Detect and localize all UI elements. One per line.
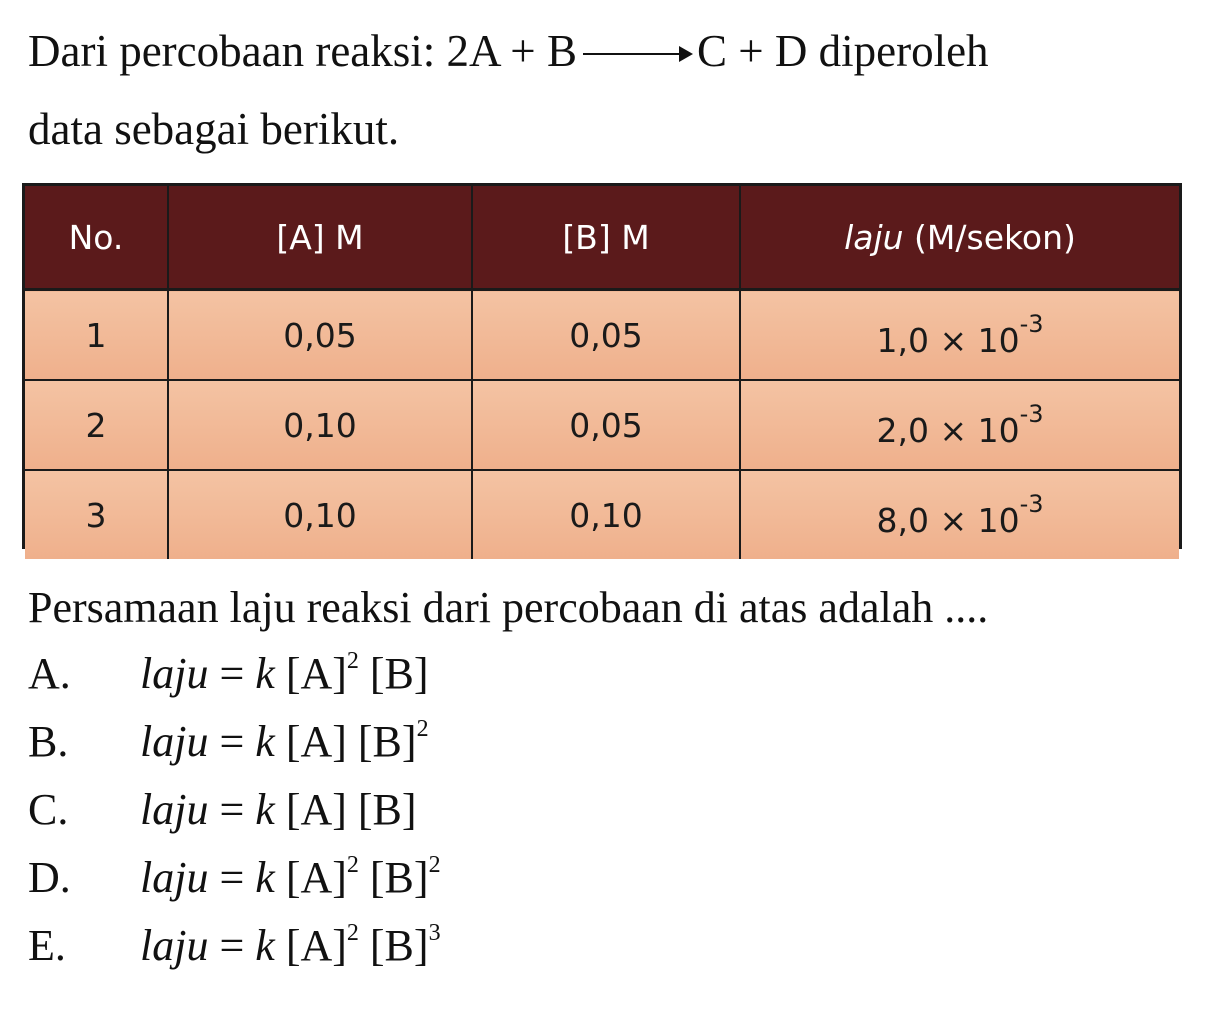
cell-a: 0,10 (168, 380, 472, 470)
option-formula: laju = k $[A]^2$ $[B]^2$ (140, 852, 441, 902)
reactants: 2A + B (446, 26, 577, 76)
intro-line-2: data sebagai berikut. (28, 104, 400, 154)
header-a: [A] M (168, 186, 472, 290)
cell-b: 0,10 (472, 470, 740, 559)
cell-no: 3 (25, 470, 168, 559)
option-letter: D. (28, 853, 71, 902)
option-letter: E. (28, 921, 66, 970)
table-header-row (25, 186, 1179, 290)
header-rate: laju (M/sekon) (740, 186, 1179, 290)
cell-a: 0,05 (168, 290, 472, 381)
cell-no: 1 (25, 290, 168, 381)
table-row (25, 290, 1179, 381)
data-table (22, 183, 1182, 549)
cell-rate: $8,0 \times 10^{-3}$ (740, 470, 1179, 559)
cell-rate: $1,0 \times 10^{-3}$ (740, 290, 1179, 381)
header-b: [B] M (472, 186, 740, 290)
option-formula: laju = k [A] $[B]^2$ (140, 716, 429, 766)
table-row (25, 470, 1179, 559)
cell-b: 0,05 (472, 290, 740, 381)
cell-no: 2 (25, 380, 168, 470)
option-letter: B. (28, 717, 69, 766)
table-row (25, 380, 1179, 470)
cell-a: 0,10 (168, 470, 472, 559)
intro-tail: diperoleh (807, 26, 989, 76)
cell-b: 0,05 (472, 380, 740, 470)
header-no: No. (25, 186, 168, 290)
cell-rate: $2,0 \times 10^{-3}$ (740, 380, 1179, 470)
intro-text: Dari percobaan reaksi: (28, 26, 447, 76)
option-letter: A. (28, 649, 71, 698)
option-formula: laju = k $[A]^2$ [B] (140, 648, 429, 698)
option-formula: laju = k [A] [B] (140, 785, 417, 834)
intro-line-1 (28, 12, 1213, 90)
option-letter: C. (28, 785, 69, 834)
option-formula: laju = k $[A]^2$ $[B]^3$ (140, 920, 441, 970)
products: C + D (696, 26, 808, 76)
question-text: Persamaan laju reaksi dari percobaan di atas adalah .... (28, 583, 989, 632)
question-intro (28, 12, 1213, 168)
reaction-arrow-icon (583, 53, 691, 55)
